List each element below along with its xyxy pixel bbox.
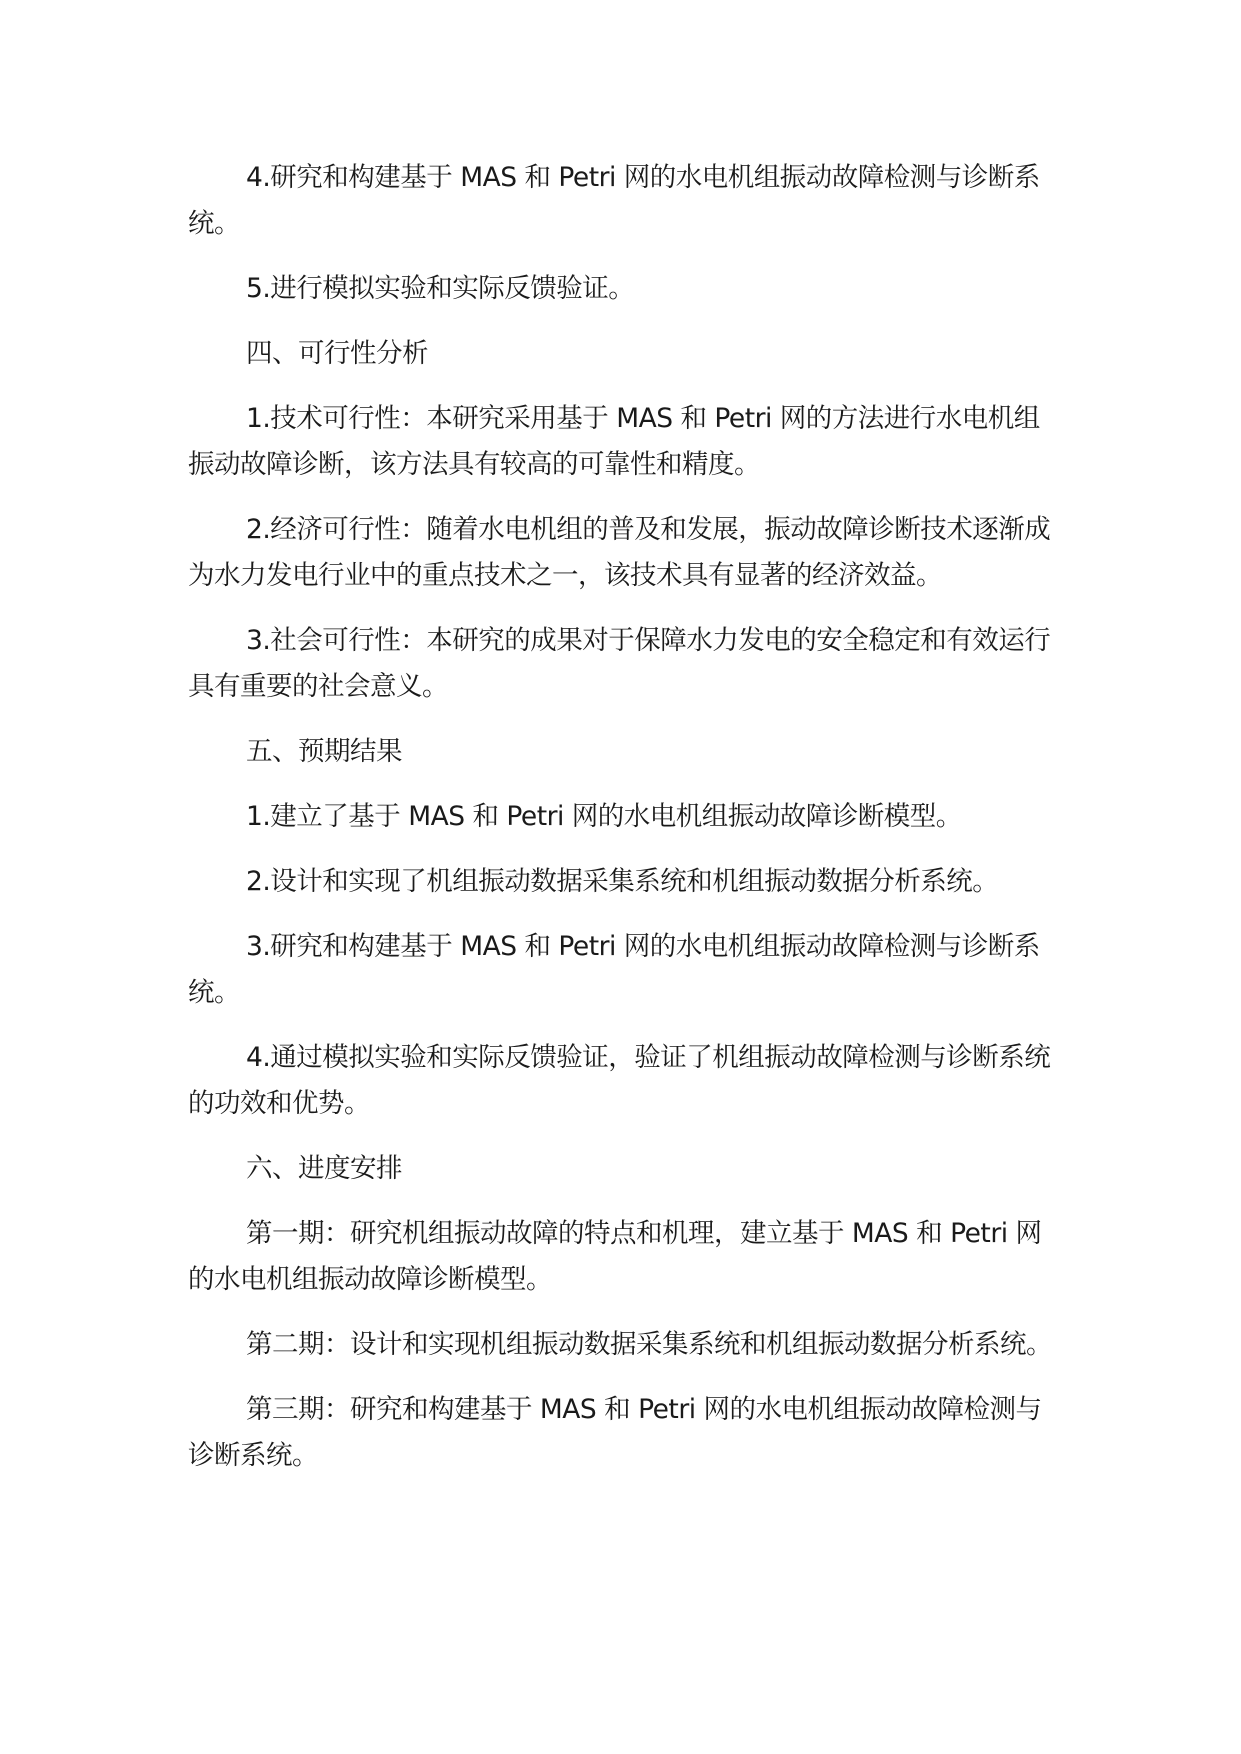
paragraph-technical-feasibility: 1.技术可行性：本研究采用基于 MAS 和 Petri 网的方法进行水电机组振动故障诊断，该方法具有较高的可靠性和精度。: [188, 403, 1040, 480]
paragraph-phase-3: 第三期：研究和构建基于 MAS 和 Petri 网的水电机组振动故障检测与诊断系统。: [188, 1394, 1042, 1471]
paragraph-result-1: 1.建立了基于 MAS 和 Petri 网的水电机组振动故障诊断模型。: [246, 801, 962, 832]
paragraph-result-4: 4.通过模拟实验和实际反馈验证，验证了机组振动故障检测与诊断系统的功效和优势。: [188, 1042, 1051, 1119]
paragraph-item-5-validation: 5.进行模拟实验和实际反馈验证。: [246, 273, 635, 304]
paragraph-result-2: 2.设计和实现了机组振动数据采集系统和机组振动数据分析系统。: [246, 866, 999, 897]
paragraph-economic-feasibility: 2.经济可行性：随着水电机组的普及和发展，振动故障诊断技术逐渐成为水力发电行业中的重点技术之一，该技术具有显著的经济效益。: [188, 514, 1051, 591]
section-heading-schedule: 六、进度安排: [246, 1153, 402, 1184]
section-heading-feasibility: 四、可行性分析: [246, 338, 428, 369]
document-body: [188, 155, 1058, 1498]
paragraph-item-4-system: 4.研究和构建基于 MAS 和 Petri 网的水电机组振动故障检测与诊断系统。: [188, 162, 1040, 239]
paragraph-social-feasibility: 3.社会可行性：本研究的成果对于保障水力发电的安全稳定和有效运行具有重要的社会意义。: [188, 625, 1051, 702]
paragraph-phase-2: 第二期：设计和实现机组振动数据采集系统和机组振动数据分析系统。: [246, 1329, 1052, 1360]
paragraph-phase-1: 第一期：研究机组振动故障的特点和机理，建立基于 MAS 和 Petri 网的水电机组振动故障诊断模型。: [188, 1218, 1042, 1295]
section-heading-expected-results: 五、预期结果: [246, 736, 402, 767]
paragraph-result-3: 3.研究和构建基于 MAS 和 Petri 网的水电机组振动故障检测与诊断系统。: [188, 931, 1040, 1008]
